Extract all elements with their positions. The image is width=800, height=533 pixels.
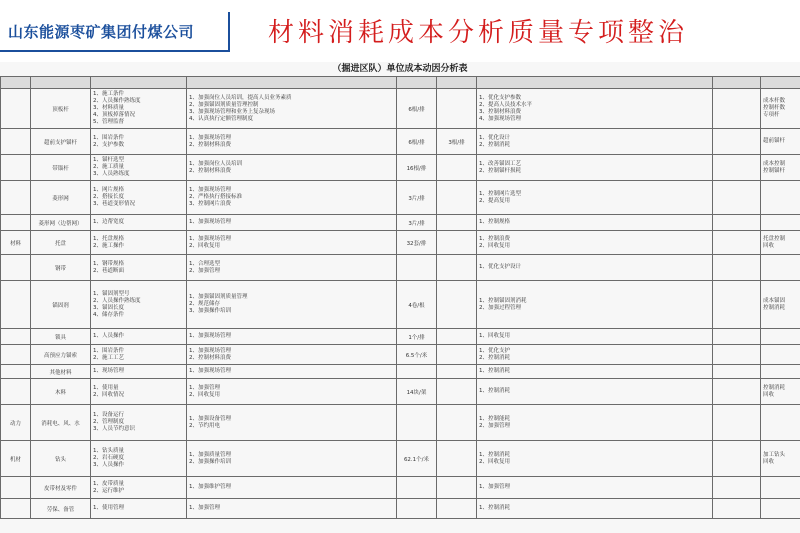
- cell-line: 1、使用管理: [93, 505, 124, 511]
- note-cell: [713, 499, 761, 519]
- cell-line: 控制锚杆: [763, 167, 786, 174]
- note-cell: [713, 155, 761, 181]
- measure-cell: [187, 365, 397, 379]
- remark-cell: [761, 215, 800, 231]
- standard-cell: 4卷/根: [397, 281, 437, 329]
- note-cell: [713, 215, 761, 231]
- item-cell: 超前支护锚杆: [31, 129, 91, 155]
- cell-line: 1、施工条件: [93, 91, 124, 97]
- measure-cell: [187, 231, 397, 255]
- item-cell: 锚固剂: [31, 281, 91, 329]
- actual-cell: [437, 345, 477, 365]
- category-cell: [1, 155, 31, 181]
- actual-cell: [437, 379, 477, 405]
- factor-cell: [91, 345, 187, 365]
- cell-line: 1、加强现场管理: [189, 219, 231, 225]
- table-row: [1, 365, 800, 379]
- column-header: [477, 77, 713, 89]
- item-cell: 皮带材及零件: [31, 477, 91, 499]
- factor-cell: [91, 155, 187, 181]
- item-cell: 菱形网: [31, 181, 91, 215]
- table-header-row: [1, 77, 800, 89]
- cell-line: 1、控制网片选型: [479, 190, 521, 197]
- actual-cell: [437, 89, 477, 129]
- item-cell: 消耗电、风、水: [31, 405, 91, 441]
- column-header: [91, 77, 187, 89]
- cell-line: 2、回收复用: [189, 242, 220, 249]
- table-row: [1, 129, 800, 155]
- cell-line: 1、加强质量管理: [189, 451, 231, 458]
- cell-line: 2、提高复用: [479, 197, 510, 204]
- item-cell: 其他材料: [31, 365, 91, 379]
- remark-cell: [761, 281, 800, 329]
- actual-cell: [437, 477, 477, 499]
- suggestion-cell: [477, 281, 713, 329]
- column-header: [1, 77, 31, 89]
- column-header: [31, 77, 91, 89]
- cell-line: 加工钻头: [763, 451, 786, 458]
- suggestion-cell: [477, 181, 713, 215]
- factor-cell: [91, 405, 187, 441]
- cell-line: 2、回收复用: [479, 242, 510, 249]
- cell-line: 1、锚固剂型号: [93, 290, 130, 297]
- cell-line: 1、加强设备管理: [189, 415, 231, 422]
- category-cell: 材料: [1, 231, 31, 255]
- header-banner: [0, 0, 800, 58]
- factor-cell: [91, 129, 187, 155]
- note-cell: [713, 345, 761, 365]
- item-cell: 钻头: [31, 441, 91, 477]
- measure-cell: [187, 477, 397, 499]
- remark-cell: [761, 477, 800, 499]
- cell-line: 1、钻头质量: [93, 448, 124, 454]
- note-cell: [713, 89, 761, 129]
- cell-line: 3、材料质量: [93, 105, 124, 111]
- cell-line: 1、现场管理: [93, 368, 124, 374]
- cell-line: 1、控制锚固剂消耗: [479, 297, 527, 304]
- remark-cell: [761, 129, 800, 155]
- actual-cell: [437, 231, 477, 255]
- cell-line: 1、加强现场管理: [189, 187, 231, 193]
- cell-line: 3、控制材料浪费: [479, 108, 521, 115]
- measure-cell: [187, 215, 397, 231]
- cell-line: 1、加强现场管理: [189, 134, 231, 141]
- note-cell: [713, 405, 761, 441]
- cell-line: 4、加强现场管理: [479, 115, 521, 122]
- item-cell: 托盘: [31, 231, 91, 255]
- company-name: 山东能源枣矿集团付煤公司: [8, 22, 195, 41]
- cell-line: 2、严格执行搭接标准: [189, 194, 242, 200]
- cell-line: 5、管理监督: [93, 119, 124, 125]
- standard-cell: 3片/排: [397, 215, 437, 231]
- table-row: [1, 181, 800, 215]
- measure-cell: [187, 255, 397, 281]
- column-header: [761, 77, 800, 89]
- cell-line: 回收: [763, 242, 775, 249]
- cell-line: 1、加强管理: [189, 384, 220, 391]
- table-row: [1, 345, 800, 365]
- cell-line: 1、网片规格: [93, 187, 124, 193]
- remark-cell: [761, 499, 800, 519]
- cell-line: 3、人员操作: [93, 462, 124, 468]
- suggestion-cell: [477, 379, 713, 405]
- cell-line: 1、加强现场管理: [189, 333, 231, 339]
- factor-cell: [91, 499, 187, 519]
- standard-cell: 6根/排: [397, 89, 437, 129]
- cell-line: 控制消耗: [763, 304, 786, 311]
- note-cell: [713, 365, 761, 379]
- standard-cell: 62.1个/米: [397, 441, 437, 477]
- standard-cell: 1个/排: [397, 329, 437, 345]
- table-row: [1, 405, 800, 441]
- actual-cell: [437, 441, 477, 477]
- cell-line: 3、人员熟练度: [93, 171, 130, 177]
- standard-cell: [397, 405, 437, 441]
- factor-cell: [91, 181, 187, 215]
- note-cell: [713, 477, 761, 499]
- note-cell: [713, 379, 761, 405]
- measure-cell: [187, 155, 397, 181]
- cell-line: 2、回收情况: [93, 391, 124, 398]
- cell-line: 2、控制消耗: [479, 141, 510, 148]
- cell-line: 2、施工操作: [93, 242, 124, 249]
- cell-line: 1、托盘规格: [93, 235, 124, 242]
- factor-cell: [91, 365, 187, 379]
- remark-cell: [761, 155, 800, 181]
- actual-cell: [437, 255, 477, 281]
- category-cell: [1, 329, 31, 345]
- measure-cell: [187, 379, 397, 405]
- table-row: [1, 329, 800, 345]
- category-cell: [1, 379, 31, 405]
- actual-cell: [437, 281, 477, 329]
- cell-line: 2、人员操作熟练度: [93, 98, 141, 104]
- cell-line: 1、优化设计: [479, 134, 510, 141]
- actual-cell: [437, 215, 477, 231]
- cell-line: 1、控制消耗: [479, 368, 510, 374]
- cell-line: 1、加强现场管理: [189, 235, 231, 242]
- item-cell: 带锚杆: [31, 155, 91, 181]
- cell-line: 3、锚固长度: [93, 304, 124, 311]
- page-title: 材料消耗成本分析质量专项整治: [268, 18, 689, 48]
- table-row: [1, 231, 800, 255]
- suggestion-cell: [477, 89, 713, 129]
- cell-line: 2、控制材料浪费: [189, 167, 231, 174]
- cell-line: 2、岩石硬度: [93, 455, 124, 461]
- measure-cell: [187, 499, 397, 519]
- cell-line: 3、加强现场管理和业务上复杂现场: [189, 108, 276, 115]
- item-cell: 顶板杆: [31, 89, 91, 129]
- factor-cell: [91, 255, 187, 281]
- cell-line: 1、钢带规格: [93, 260, 124, 267]
- cell-line: 1、优化支护设计: [479, 264, 521, 270]
- measure-cell: [187, 405, 397, 441]
- cell-line: 3、巷道变形情况: [93, 201, 135, 207]
- cell-line: 1、控制规格: [479, 219, 510, 225]
- cell-line: 成本锚固: [763, 297, 786, 304]
- actual-cell: [437, 181, 477, 215]
- cell-line: 1、设备运行: [93, 412, 124, 418]
- category-cell: [1, 477, 31, 499]
- cell-line: 4、顶板掉落情况: [93, 112, 135, 118]
- cell-line: 2、控制材料浪费: [189, 141, 231, 148]
- suggestion-cell: [477, 499, 713, 519]
- cell-line: 1、加强管理: [479, 484, 510, 490]
- remark-cell: [761, 181, 800, 215]
- measure-cell: [187, 345, 397, 365]
- cell-line: 1、围岩条件: [93, 347, 124, 354]
- actual-cell: [437, 405, 477, 441]
- suggestion-cell: [477, 329, 713, 345]
- cell-line: 2、运行维护: [93, 487, 124, 494]
- standard-cell: 6根/排: [397, 129, 437, 155]
- cell-line: 2、加强操作培训: [189, 458, 231, 465]
- category-cell: [1, 345, 31, 365]
- standard-cell: 14块/架: [397, 379, 437, 405]
- category-cell: 动力: [1, 405, 31, 441]
- cell-line: 回收: [763, 458, 775, 465]
- column-header: [713, 77, 761, 89]
- remark-cell: [761, 255, 800, 281]
- cell-line: 1、合理选型: [189, 260, 220, 267]
- standard-cell: 16根/排: [397, 155, 437, 181]
- cell-line: 1、加强岗位人员培训，提高人员业务素质: [189, 94, 292, 101]
- remark-cell: [761, 405, 800, 441]
- actual-cell: [437, 155, 477, 181]
- standard-cell: [397, 255, 437, 281]
- factor-cell: [91, 231, 187, 255]
- cell-line: 4、储存条件: [93, 311, 124, 318]
- cell-line: 1、改善锚固工艺: [479, 160, 521, 167]
- cell-line: 2、控制消耗: [479, 354, 510, 361]
- cell-line: 1、加强现场管理: [189, 347, 231, 354]
- category-cell: [1, 255, 31, 281]
- category-cell: [1, 215, 31, 231]
- cell-line: 2、节约用电: [189, 422, 220, 429]
- actual-cell: 3根/排: [437, 129, 477, 155]
- cell-line: 2、控制材料浪费: [189, 354, 231, 361]
- company-logo: [0, 12, 230, 52]
- note-cell: [713, 181, 761, 215]
- cell-line: 1、围岩条件: [93, 134, 124, 141]
- table-row: [1, 89, 800, 129]
- cell-line: 1、优化支护: [479, 347, 510, 354]
- remark-cell: [761, 441, 800, 477]
- cell-line: 3、加强操作培训: [189, 308, 231, 314]
- cell-line: 2、提高人员技术水平: [479, 101, 532, 108]
- measure-cell: [187, 329, 397, 345]
- measure-cell: [187, 181, 397, 215]
- item-cell: 高预应力锚索: [31, 345, 91, 365]
- remark-cell: [761, 89, 800, 129]
- cell-line: 1、回收复用: [479, 333, 510, 339]
- measure-cell: [187, 129, 397, 155]
- actual-cell: [437, 329, 477, 345]
- cell-line: 1、人员操作: [93, 333, 124, 339]
- cell-line: 2、加强管理: [479, 422, 510, 429]
- table-body: [1, 89, 800, 519]
- remark-cell: [761, 231, 800, 255]
- item-cell: 菱形网（边帮网）: [31, 215, 91, 231]
- cell-line: 1、加强维护管理: [189, 484, 231, 490]
- factor-cell: [91, 379, 187, 405]
- item-cell: 劳保、备管: [31, 499, 91, 519]
- cell-line: 成本杆数: [763, 98, 786, 104]
- note-cell: [713, 231, 761, 255]
- cell-line: 1、加强锚固剂质量管理: [189, 294, 248, 300]
- standard-cell: 6.5个/米: [397, 345, 437, 365]
- table-row: [1, 477, 800, 499]
- category-cell: [1, 181, 31, 215]
- suggestion-cell: [477, 129, 713, 155]
- item-cell: 锁具: [31, 329, 91, 345]
- table-row: [1, 499, 800, 519]
- cell-line: 控制杆数: [763, 105, 786, 111]
- remark-cell: [761, 365, 800, 379]
- category-cell: [1, 129, 31, 155]
- cell-line: 2、管理制度: [93, 419, 124, 425]
- measure-cell: [187, 89, 397, 129]
- cell-line: 1、加强现场管理: [189, 368, 231, 374]
- standard-cell: [397, 499, 437, 519]
- category-cell: 机材: [1, 441, 31, 477]
- category-cell: [1, 499, 31, 519]
- cell-line: 1、控制消耗: [479, 388, 510, 394]
- cell-line: 1、控制消耗: [479, 505, 510, 511]
- measure-cell: [187, 281, 397, 329]
- cell-line: 2、回收复用: [189, 391, 220, 398]
- table-row: [1, 379, 800, 405]
- suggestion-cell: [477, 365, 713, 379]
- column-header: [437, 77, 477, 89]
- actual-cell: [437, 365, 477, 379]
- cell-line: 3、控制网片浪费: [189, 201, 231, 207]
- table-row: [1, 215, 800, 231]
- cell-line: 2、规范储存: [189, 301, 220, 307]
- cell-line: 1、边帮宽度: [93, 219, 124, 225]
- suggestion-cell: [477, 405, 713, 441]
- item-cell: 木料: [31, 379, 91, 405]
- table-title: （掘进区队）单位成本动因分析表: [332, 64, 468, 74]
- cell-line: 控制消耗: [763, 384, 786, 391]
- note-cell: [713, 255, 761, 281]
- standard-cell: [397, 365, 437, 379]
- cell-line: 回收: [763, 391, 775, 398]
- cell-line: 4、认真执行定额管理制度: [189, 115, 254, 122]
- factor-cell: [91, 281, 187, 329]
- suggestion-cell: [477, 231, 713, 255]
- suggestion-cell: [477, 255, 713, 281]
- table-row: [1, 255, 800, 281]
- factor-cell: [91, 329, 187, 345]
- standard-cell: 3片/排: [397, 181, 437, 215]
- cell-line: 2、加强锚固剂质量管理控制: [189, 101, 259, 108]
- cell-line: 1、控制能耗: [479, 415, 510, 422]
- column-header: [397, 77, 437, 89]
- cost-analysis-table: [0, 76, 800, 519]
- table-row: [1, 441, 800, 477]
- factor-cell: [91, 477, 187, 499]
- standard-cell: 32套/排: [397, 231, 437, 255]
- factor-cell: [91, 441, 187, 477]
- cell-line: 1、皮带质量: [93, 480, 124, 487]
- remark-cell: [761, 329, 800, 345]
- suggestion-cell: [477, 345, 713, 365]
- cell-line: 1、优化支护参数: [479, 94, 521, 101]
- cell-line: 1、控制消耗: [479, 451, 510, 458]
- cell-line: 专项杆: [763, 112, 780, 118]
- cell-line: 2、回收复用: [479, 458, 510, 465]
- cell-line: 2、人员操作熟练度: [93, 297, 141, 304]
- measure-cell: [187, 441, 397, 477]
- cell-line: 2、施工工艺: [93, 354, 124, 361]
- category-cell: [1, 89, 31, 129]
- suggestion-cell: [477, 215, 713, 231]
- category-cell: [1, 281, 31, 329]
- remark-cell: [761, 379, 800, 405]
- column-header: [187, 77, 397, 89]
- scanned-document: [0, 62, 800, 533]
- suggestion-cell: [477, 155, 713, 181]
- standard-cell: [397, 477, 437, 499]
- note-cell: [713, 329, 761, 345]
- cell-line: 1、控制浪费: [479, 235, 510, 242]
- category-cell: [1, 365, 31, 379]
- cell-line: 1、使用量: [93, 384, 119, 391]
- cell-line: 1、锚杆选型: [93, 157, 124, 163]
- cell-line: 2、支护参数: [93, 141, 124, 148]
- cell-line: 2、加强过程管理: [479, 304, 521, 311]
- suggestion-cell: [477, 441, 713, 477]
- cell-line: 成本控制: [763, 160, 786, 167]
- factor-cell: [91, 215, 187, 231]
- cell-line: 1、加强管理: [189, 505, 220, 511]
- remark-cell: [761, 345, 800, 365]
- cell-line: 托盘控制: [763, 235, 786, 242]
- cell-line: 1、加强岗位人员培训: [189, 160, 242, 167]
- cell-line: 3、人员节约意识: [93, 426, 135, 432]
- item-cell: 钢带: [31, 255, 91, 281]
- factor-cell: [91, 89, 187, 129]
- cell-line: 2、搭接长度: [93, 194, 124, 200]
- cell-line: 2、巷道断面: [93, 267, 124, 274]
- note-cell: [713, 129, 761, 155]
- cell-line: 2、加强管理: [189, 267, 220, 274]
- table-row: [1, 155, 800, 181]
- actual-cell: [437, 499, 477, 519]
- note-cell: [713, 441, 761, 477]
- table-row: [1, 281, 800, 329]
- cell-line: 2、施工质量: [93, 164, 124, 170]
- suggestion-cell: [477, 477, 713, 499]
- note-cell: [713, 281, 761, 329]
- cell-line: 超前锚杆: [763, 138, 786, 144]
- cell-line: 2、控制锚杆损耗: [479, 167, 521, 174]
